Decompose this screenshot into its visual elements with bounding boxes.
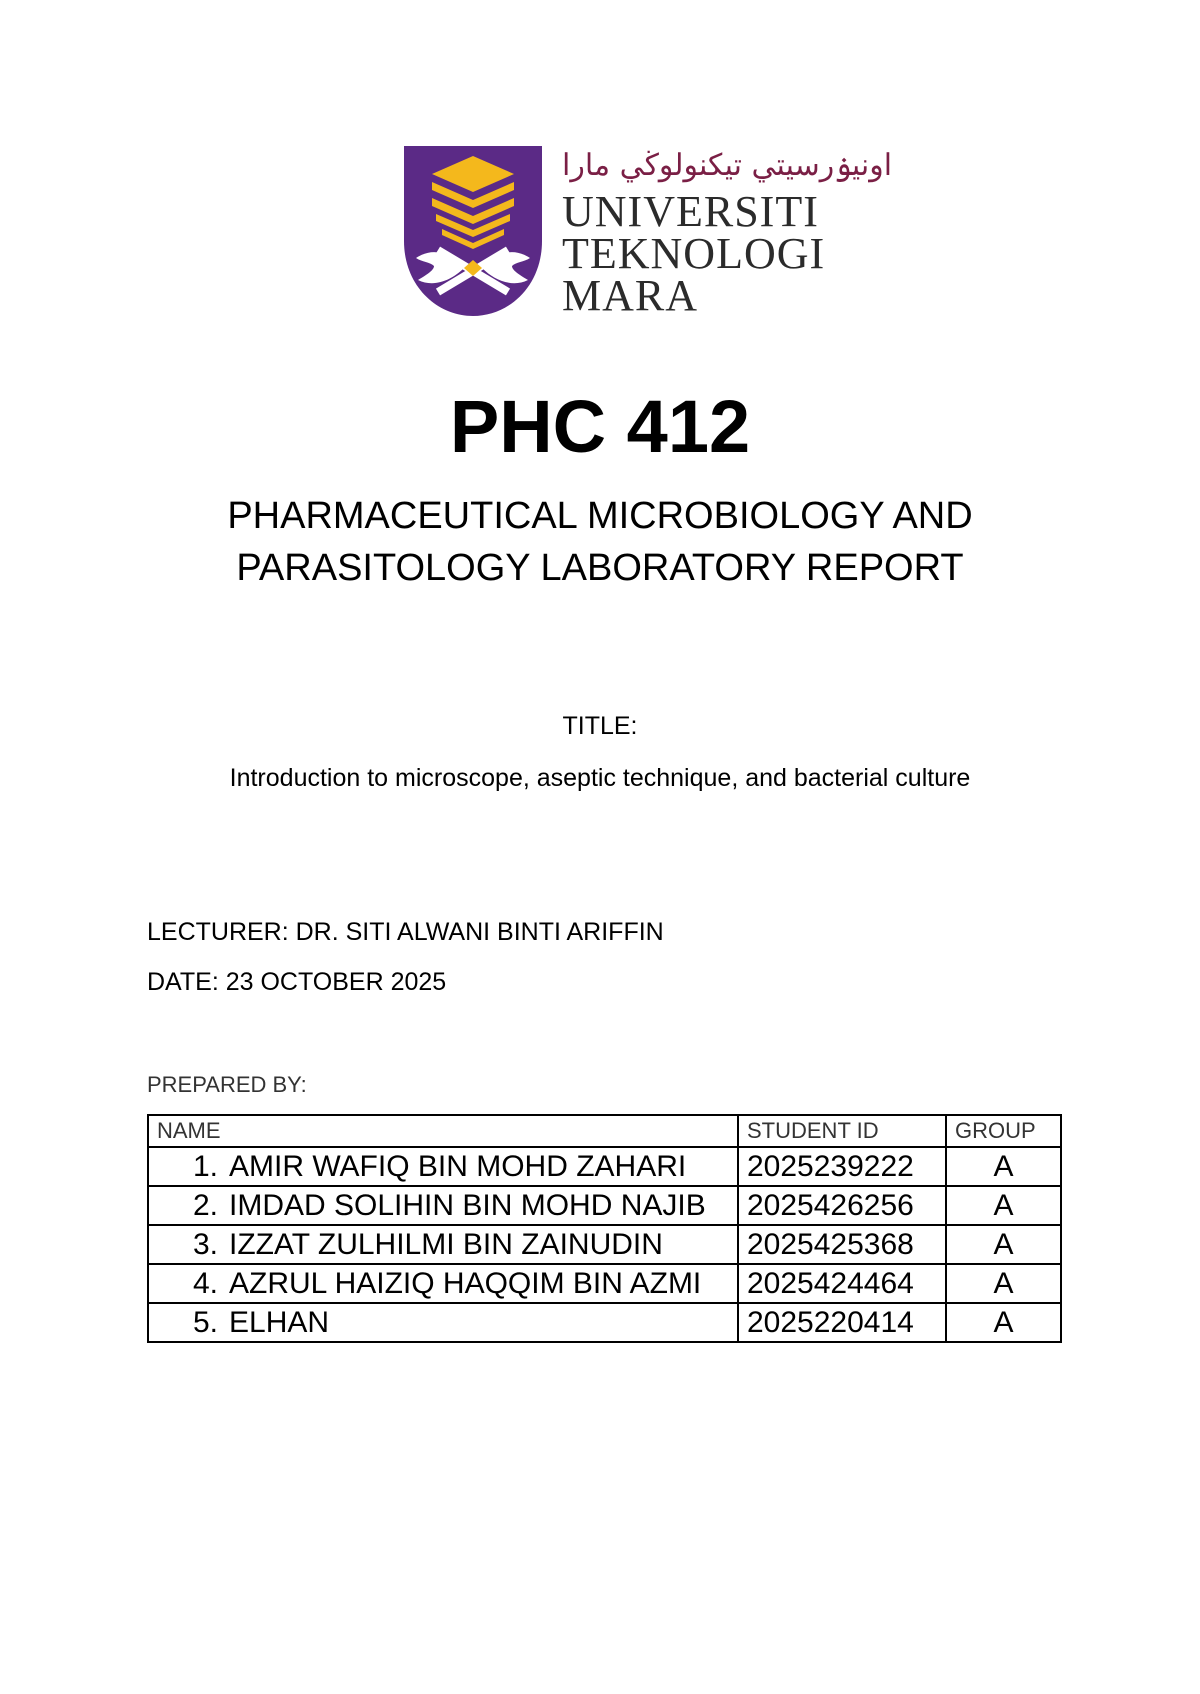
member-number: 3.: [193, 1228, 219, 1261]
member-student-id: 2025220414: [738, 1303, 946, 1342]
member-number: 2.: [193, 1189, 219, 1222]
member-number: 1.: [193, 1150, 219, 1183]
logo-jawi-text: اونيۏرسيتي تيكنولوڬي مارا: [562, 148, 893, 183]
member-name: AZRUL HAIZIQ HAQQIM BIN AZMI: [229, 1267, 702, 1300]
date-line: DATE: 23 OCTOBER 2025: [147, 968, 447, 996]
members-table: [147, 1114, 1062, 1343]
course-name-line1: PHARMACEUTICAL MICROBIOLOGY AND: [227, 495, 973, 537]
member-name-cell: [148, 1264, 738, 1303]
member-student-id: 2025426256: [738, 1186, 946, 1225]
uitm-shield-icon: [404, 146, 542, 316]
member-number: 5.: [193, 1306, 219, 1339]
course-name-line2: PARASITOLOGY LABORATORY REPORT: [236, 547, 964, 589]
table-row: [148, 1225, 1061, 1264]
member-name-cell: [148, 1303, 738, 1342]
member-name: IZZAT ZULHILMI BIN ZAINUDIN: [229, 1228, 663, 1261]
table-row: [148, 1264, 1061, 1303]
title-label: TITLE:: [562, 712, 638, 740]
course-name: [150, 490, 1050, 594]
prepared-by-label: PREPARED BY:: [147, 1072, 307, 1097]
logo-line-universiti: UNIVERSITI: [562, 187, 819, 236]
member-name-cell: [148, 1186, 738, 1225]
member-group: A: [946, 1225, 1061, 1264]
member-student-id: 2025239222: [738, 1147, 946, 1186]
member-name: AMIR WAFIQ BIN MOHD ZAHARI: [229, 1150, 687, 1183]
header-student-id: STUDENT ID: [738, 1115, 946, 1147]
report-title: Introduction to microscope, aseptic technique, and bacterial culture: [229, 764, 971, 792]
member-name-cell: [148, 1225, 738, 1264]
member-group: A: [946, 1303, 1061, 1342]
header-group: GROUP: [946, 1115, 1061, 1147]
member-student-id: 2025425368: [738, 1225, 946, 1264]
header-name: NAME: [148, 1115, 738, 1147]
member-group: A: [946, 1186, 1061, 1225]
table-row: [148, 1186, 1061, 1225]
member-group: A: [946, 1264, 1061, 1303]
logo-line-mara: MARA: [562, 271, 699, 320]
member-number: 4.: [193, 1267, 219, 1300]
table-row: [148, 1303, 1061, 1342]
logo-line-teknologi: TEKNOLOGI: [562, 229, 826, 278]
course-code: PHC 412: [449, 385, 751, 468]
member-student-id: 2025424464: [738, 1264, 946, 1303]
member-name-cell: [148, 1147, 738, 1186]
member-group: A: [946, 1147, 1061, 1186]
university-logo: [404, 146, 893, 320]
table-row: [148, 1147, 1061, 1186]
lecturer-line: LECTURER: DR. SITI ALWANI BINTI ARIFFIN: [147, 918, 664, 946]
member-name: IMDAD SOLIHIN BIN MOHD NAJIB: [229, 1189, 706, 1222]
table-header-row: [148, 1115, 1061, 1147]
member-name: ELHAN: [229, 1306, 330, 1339]
